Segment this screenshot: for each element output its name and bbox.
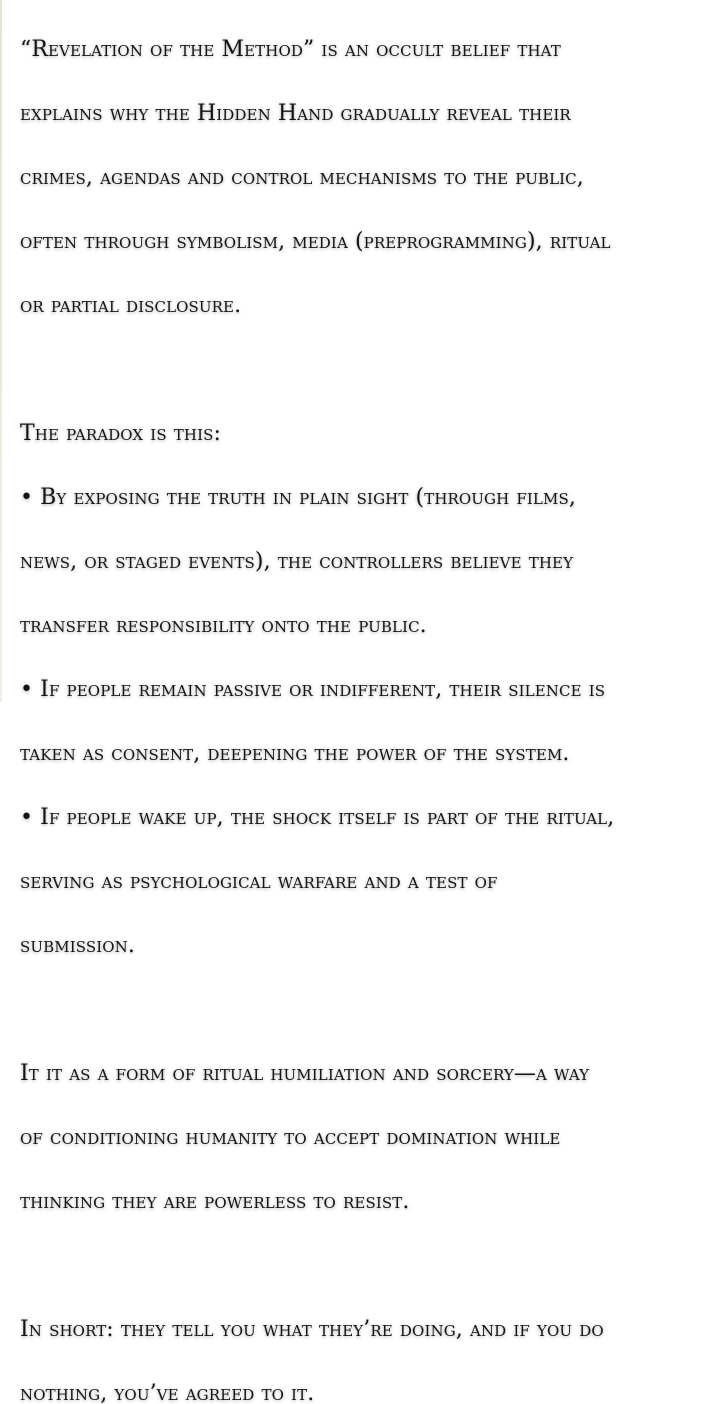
text-line: transfer responsibility onto the public. [20, 613, 427, 638]
bullet-line: • If people remain passive or indifferent, their silence is [20, 677, 606, 702]
text-line: In short: they tell you what they’re doing, and if you do [20, 1317, 604, 1342]
text-line: explains why the Hidden Hand gradually reveal their [20, 101, 571, 126]
text-line: of conditioning humanity to accept domination while [20, 1125, 561, 1150]
text-line: submission. [20, 933, 135, 958]
bullet-line: • By exposing the truth in plain sight (through films, [20, 485, 576, 510]
paragraph-in-short [20, 1282, 725, 1404]
text-line: nothing, you’ve agreed to it. [20, 1381, 315, 1404]
text-line: The paradox is this: [20, 421, 221, 446]
text-line: taken as consent, deepening the power of the system. [20, 741, 570, 766]
text-line: or partial disclosure. [20, 293, 242, 318]
text-line: thinking they are powerless to resist. [20, 1189, 410, 1214]
paragraph-revelation-definition [20, 2, 725, 354]
text-line: It it as a form of ritual humiliation and sorcery—a way [20, 1061, 590, 1086]
text-line: crimes, agendas and control mechanisms to the public, [20, 165, 584, 190]
text-line: often through symbolism, media (preprogramming), ritual [20, 229, 611, 254]
bullet-line: • If people wake up, the shock itself is part of the ritual, [20, 805, 615, 830]
paragraph-ritual-humiliation [20, 1026, 725, 1250]
text-line: serving as psychological warfare and a test of [20, 869, 498, 894]
paragraph-paradox [20, 386, 725, 994]
text-line: “Revelation of the Method” is an occult belief that [20, 37, 561, 62]
text-line: news, or staged events), the controllers believe they [20, 549, 574, 574]
